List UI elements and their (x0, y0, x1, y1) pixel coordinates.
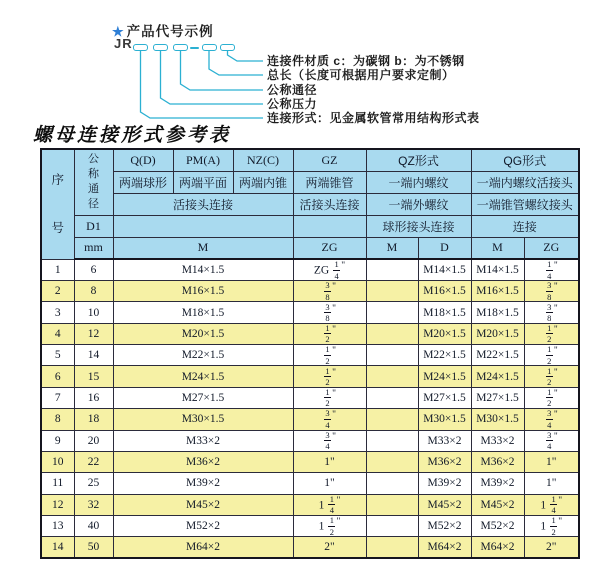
m-cell: M24×1.5 (113, 366, 293, 387)
code-label-connection: 连接形式：见金属软管常用结构形式表 (267, 111, 480, 125)
qz-d-cell: M39×2 (418, 473, 471, 494)
header-code-nz: NZ(C) (233, 149, 293, 171)
qz-m-cell (366, 302, 418, 323)
fraction: $\frac{1}{4}$ (551, 494, 556, 516)
qg-m-cell: M14×1.5 (471, 259, 524, 281)
header-m: M (113, 237, 293, 259)
dn-cell: 50 (74, 537, 113, 558)
qz-d-cell: M24×1.5 (418, 366, 471, 387)
seq-cell: 3 (41, 302, 74, 323)
dn-cell: 25 (74, 473, 113, 494)
table-row (41, 302, 579, 323)
fraction: $\frac{1}{4}$ (329, 494, 334, 516)
code-dash (190, 47, 199, 49)
qg-m-cell: M39×2 (471, 473, 524, 494)
header-qz-desc2: 一端外螺纹 (366, 193, 471, 215)
table-row (41, 409, 579, 430)
dn-cell: 18 (74, 409, 113, 430)
qg-m-cell: M24×1.5 (471, 366, 524, 387)
qg-zg-cell: $\frac{1}{2}$ " (524, 345, 579, 366)
qg-m-cell: M30×1.5 (471, 409, 524, 430)
fraction: $\frac{1}{2}$ (329, 515, 334, 537)
header-qz-sub-d: D (418, 237, 471, 259)
header-desc-qd: 两端球形 (113, 171, 173, 193)
seq-cell: 6 (41, 366, 74, 387)
seq-cell: 8 (41, 409, 74, 430)
qz-d-cell: M45×2 (418, 494, 471, 515)
table-body (41, 259, 579, 558)
dn-cell: 16 (74, 387, 113, 408)
header-empty-2 (293, 215, 366, 237)
header-mm: mm (74, 237, 113, 259)
qz-m-cell (366, 387, 418, 408)
connector-line (141, 51, 264, 118)
table-row (41, 451, 579, 472)
header-desc-gz: 两端锥管 (293, 171, 366, 193)
table-row (41, 366, 579, 387)
fraction: $\frac{3}{4}$ (325, 430, 330, 452)
table-row (41, 323, 579, 344)
header-qg-conn: 连接 (471, 215, 579, 237)
qz-m-cell (366, 409, 418, 430)
gz-cell: ZG $\frac{1}{4}$ " (293, 259, 366, 281)
qg-m-cell: M27×1.5 (471, 387, 524, 408)
fraction: $\frac{1}{2}$ (325, 344, 330, 366)
dn-cell: 8 (74, 281, 113, 302)
qz-m-cell (366, 537, 418, 558)
seq-cell: 12 (41, 494, 74, 515)
dn-cell: 10 (74, 302, 113, 323)
seq-cell: 1 (41, 259, 74, 281)
header-desc-pm: 两端平面 (173, 171, 233, 193)
m-cell: M33×2 (113, 430, 293, 451)
connector-line (181, 51, 264, 90)
header-d1: D1 (74, 215, 113, 237)
qg-zg-cell: $\frac{1}{2}$ " (524, 366, 579, 387)
header-gz-conn: 活接头连接 (293, 193, 366, 215)
header-code-qd: Q(D) (113, 149, 173, 171)
code-box-4 (202, 44, 217, 51)
m-cell: M27×1.5 (113, 387, 293, 408)
header-code-qz: QZ形式 (366, 149, 471, 171)
dn-cell: 12 (74, 323, 113, 344)
qg-m-cell: M20×1.5 (471, 323, 524, 344)
qz-d-cell: M33×2 (418, 430, 471, 451)
m-cell: M52×2 (113, 515, 293, 536)
m-cell: M36×2 (113, 451, 293, 472)
seq-cell: 9 (41, 430, 74, 451)
gz-cell: $\frac{1}{2}$ " (293, 366, 366, 387)
fraction: $\frac{1}{2}$ (551, 515, 556, 537)
dn-cell: 6 (74, 259, 113, 281)
qz-d-cell: M36×2 (418, 451, 471, 472)
m-cell: M64×2 (113, 537, 293, 558)
table-row (41, 537, 579, 558)
gz-cell: $\frac{1}{2}$ " (293, 387, 366, 408)
fraction: $\frac{1}{2}$ (547, 387, 552, 409)
code-box-3 (173, 44, 188, 51)
header-zg: ZG (293, 237, 366, 259)
gz-cell: $\frac{3}{8}$ " (293, 281, 366, 302)
gz-cell: $\frac{1}{2}$ " (293, 323, 366, 344)
header-desc-nz: 两端内锥 (233, 171, 293, 193)
product-code-heading-text: 产品代号示例 (126, 24, 214, 39)
qz-d-cell: M64×2 (418, 537, 471, 558)
table-row (41, 345, 579, 366)
qg-m-cell: M45×2 (471, 494, 524, 515)
seq-cell: 14 (41, 537, 74, 558)
table-row (41, 430, 579, 451)
fraction: $\frac{3}{8}$ (547, 280, 552, 302)
code-box-2 (153, 44, 168, 51)
qg-m-cell: M16×1.5 (471, 281, 524, 302)
dn-cell: 22 (74, 451, 113, 472)
header-qz-sub-m: M (366, 237, 418, 259)
header-code-qg: QG形式 (471, 149, 579, 171)
code-box-5 (220, 44, 235, 51)
header-seq-label: 序号 (51, 173, 64, 236)
table-row (41, 494, 579, 515)
seq-cell: 5 (41, 345, 74, 366)
dn-cell: 14 (74, 345, 113, 366)
fraction: $\frac{3}{8}$ (325, 301, 330, 324)
qg-zg-cell: $\frac{1}{4}$ " (524, 259, 579, 281)
code-label-length: 总长（长度可根据用户要求定制） (267, 68, 455, 82)
qz-d-cell: M14×1.5 (418, 259, 471, 281)
gz-cell: $\frac{1}{2}$ " (293, 345, 366, 366)
dn-cell: 20 (74, 430, 113, 451)
qg-zg-cell: $\frac{1}{2}$ " (524, 387, 579, 408)
fraction: $\frac{1}{2}$ (325, 365, 330, 388)
fraction: $\frac{3}{4}$ (325, 408, 330, 430)
qz-d-cell: M27×1.5 (418, 387, 471, 408)
fraction: $\frac{1}{2}$ (547, 323, 552, 345)
qz-m-cell (366, 366, 418, 387)
qg-zg-cell: $\frac{3}{4}$ " (524, 430, 579, 451)
qg-zg-cell: $\frac{1}{2}$ " (524, 323, 579, 344)
seq-cell: 2 (41, 281, 74, 302)
dn-cell: 40 (74, 515, 113, 536)
m-cell: M45×2 (113, 494, 293, 515)
header-code-gz: GZ (293, 149, 366, 171)
header-qg-desc2: 一端锥管螺纹接头 (471, 193, 579, 215)
header-qg-sub-m: M (471, 237, 524, 259)
qz-d-cell: M20×1.5 (418, 323, 471, 344)
table-row (41, 515, 579, 536)
qg-zg-cell: 1" (524, 451, 579, 472)
qz-d-cell: M30×1.5 (418, 409, 471, 430)
code-label-pressure: 公称压力 (267, 97, 318, 111)
m-cell: M18×1.5 (113, 302, 293, 323)
qg-m-cell: M22×1.5 (471, 345, 524, 366)
m-cell: M16×1.5 (113, 281, 293, 302)
header-union-conn: 活接头连接 (113, 193, 293, 215)
fraction: $\frac{3}{8}$ (325, 280, 330, 302)
gz-cell: 1 $\frac{1}{2}$ " (293, 515, 366, 536)
qz-m-cell (366, 281, 418, 302)
qg-zg-cell: 2" (524, 537, 579, 558)
gz-cell: 1" (293, 473, 366, 494)
fraction: $\frac{1}{4}$ (334, 259, 339, 281)
code-label-diameter: 公称通径 (267, 83, 318, 97)
qg-zg-cell: 1 $\frac{1}{2}$ " (524, 515, 579, 536)
fraction: $\frac{1}{2}$ (325, 323, 330, 345)
qg-zg-cell: $\frac{3}{4}$ " (524, 409, 579, 430)
header-empty-1 (113, 215, 293, 237)
qg-m-cell: M64×2 (471, 537, 524, 558)
fraction: $\frac{1}{2}$ (547, 344, 552, 366)
fraction: $\frac{1}{4}$ (547, 259, 552, 281)
connector-line (228, 51, 264, 61)
gz-cell: 1 $\frac{1}{4}$ " (293, 494, 366, 515)
header-desc-qz: 一端内螺纹 (366, 171, 471, 193)
seq-cell: 4 (41, 323, 74, 344)
gz-cell: $\frac{3}{8}$ " (293, 302, 366, 323)
header-desc-qg: 一端内螺纹活接头 (471, 171, 579, 193)
gz-cell: $\frac{3}{4}$ " (293, 409, 366, 430)
seq-cell: 10 (41, 451, 74, 472)
code-prefix: JR (114, 36, 133, 51)
qz-m-cell (366, 473, 418, 494)
m-cell: M14×1.5 (113, 259, 293, 281)
table-header (41, 149, 579, 259)
table-row (41, 387, 579, 408)
qz-m-cell (366, 515, 418, 536)
header-qg-sub-zg: ZG (524, 237, 579, 259)
qz-m-cell (366, 451, 418, 472)
header-dn-label: 公称通径 (88, 153, 99, 211)
seq-cell: 7 (41, 387, 74, 408)
code-label-material: 连接件材质 c：为碳钢 b：为不锈钢 (267, 54, 465, 68)
qz-d-cell: M18×1.5 (418, 302, 471, 323)
fraction: $\frac{1}{2}$ (325, 387, 330, 409)
gz-cell: 1" (293, 451, 366, 472)
fraction: $\frac{1}{2}$ (547, 365, 552, 388)
qz-m-cell (366, 259, 418, 281)
header-qz-conn: 球形接头连接 (366, 215, 471, 237)
seq-cell: 13 (41, 515, 74, 536)
fraction: $\frac{3}{4}$ (547, 430, 552, 452)
dn-cell: 32 (74, 494, 113, 515)
gz-cell: $\frac{3}{4}$ " (293, 430, 366, 451)
gz-cell: 2" (293, 537, 366, 558)
qg-m-cell: M36×2 (471, 451, 524, 472)
qz-m-cell (366, 323, 418, 344)
fraction: $\frac{3}{8}$ (547, 301, 552, 324)
connector-line (161, 51, 264, 104)
m-cell: M20×1.5 (113, 323, 293, 344)
table-row (41, 281, 579, 302)
qg-zg-cell: $\frac{3}{8}$ " (524, 302, 579, 323)
table-row (41, 259, 579, 281)
m-cell: M30×1.5 (113, 409, 293, 430)
dn-cell: 15 (74, 366, 113, 387)
qg-zg-cell: 1 $\frac{1}{4}$ " (524, 494, 579, 515)
code-box-1 (133, 44, 148, 51)
header-dn (74, 149, 113, 215)
seq-cell: 11 (41, 473, 74, 494)
qg-zg-cell: 1" (524, 473, 579, 494)
star-icon: ★ (112, 24, 125, 39)
qz-d-cell: M52×2 (418, 515, 471, 536)
m-cell: M39×2 (113, 473, 293, 494)
qz-d-cell: M22×1.5 (418, 345, 471, 366)
qg-m-cell: M33×2 (471, 430, 524, 451)
table-row (41, 473, 579, 494)
connector-line (209, 51, 263, 75)
qz-d-cell: M16×1.5 (418, 281, 471, 302)
table-title: 螺母连接形式参考表 (33, 125, 232, 146)
qz-m-cell (366, 345, 418, 366)
fraction: $\frac{3}{4}$ (547, 408, 552, 430)
qz-m-cell (366, 430, 418, 451)
qg-m-cell: M52×2 (471, 515, 524, 536)
qg-m-cell: M18×1.5 (471, 302, 524, 323)
qg-zg-cell: $\frac{3}{8}$ " (524, 281, 579, 302)
nut-connection-table (40, 148, 580, 559)
qz-m-cell (366, 494, 418, 515)
header-code-pm: PM(A) (173, 149, 233, 171)
header-seq (41, 149, 74, 259)
m-cell: M22×1.5 (113, 345, 293, 366)
